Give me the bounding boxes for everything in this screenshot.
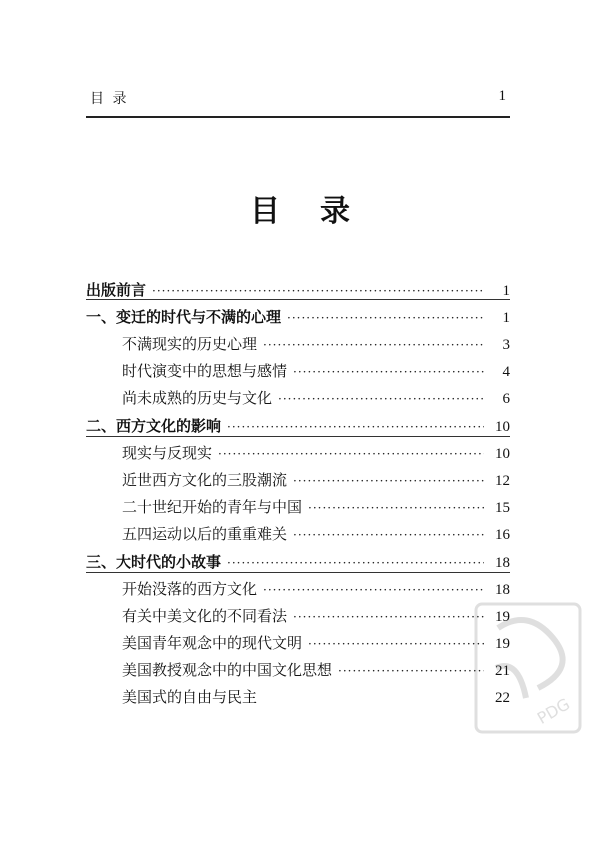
- section-rule: [86, 436, 510, 437]
- toc-entry[interactable]: [86, 551, 510, 573]
- toc-entry[interactable]: [122, 686, 510, 708]
- toc-leader-dots: [263, 579, 484, 601]
- toc-entry-title: 时代演变中的思想与感情: [122, 362, 288, 380]
- page-title: 目录: [250, 194, 390, 229]
- toc-entry-page: 19: [495, 609, 510, 625]
- toc-entry-page: 4: [502, 364, 510, 380]
- stamp-swirl: [498, 620, 563, 688]
- running-header-title: 目 录: [90, 91, 129, 107]
- toc-entry[interactable]: [122, 333, 510, 355]
- header-rule: [86, 116, 510, 118]
- toc-entry[interactable]: [86, 279, 510, 301]
- toc-entry[interactable]: [122, 442, 510, 464]
- toc-leader-dots: [308, 497, 484, 519]
- stamp-stroke: [496, 666, 526, 698]
- toc-entry-title: 美国青年观念中的现代文明: [122, 634, 303, 652]
- toc-entry[interactable]: [122, 605, 510, 627]
- running-header-page-number: 1: [498, 88, 506, 104]
- toc-entry-page: 22: [495, 690, 510, 706]
- toc-entry[interactable]: [122, 632, 510, 654]
- toc-entry-page: 12: [495, 473, 510, 489]
- toc-entry-page: 10: [495, 419, 510, 435]
- toc-entry-title: 不满现实的历史心理: [122, 335, 258, 353]
- toc-entry-page: 6: [502, 391, 510, 407]
- toc-entry-page: 15: [495, 500, 510, 516]
- toc-entry-page: 16: [495, 527, 510, 543]
- toc-entry-title: 三、大时代的小故事: [86, 553, 222, 571]
- toc-leader-dots: [293, 470, 484, 492]
- toc-entry-title: 二十世纪开始的青年与中国: [122, 498, 303, 516]
- toc-entry-title: 出版前言: [86, 281, 147, 299]
- toc-entry[interactable]: [122, 387, 510, 409]
- toc-entry-page: 1: [502, 283, 510, 299]
- toc-entry-title: 一、变迁的时代与不满的心理: [86, 308, 282, 326]
- toc-entry[interactable]: [122, 496, 510, 518]
- toc-leader-dots: [293, 524, 484, 546]
- toc-leader-dots: [287, 307, 484, 329]
- toc-entry[interactable]: [122, 578, 510, 600]
- toc-entry-page: 18: [495, 555, 510, 571]
- toc-entry-page: 21: [495, 663, 510, 679]
- running-header: [86, 88, 506, 110]
- toc-entry[interactable]: [122, 659, 510, 681]
- toc-entry-page: 1: [502, 310, 510, 326]
- toc-entry-page: 3: [502, 337, 510, 353]
- toc-entry[interactable]: [122, 360, 510, 382]
- toc-leader-dots: [218, 443, 484, 465]
- toc-entry-title: 美国式的自由与民主: [122, 688, 258, 706]
- toc-entry-title: 现实与反现实: [122, 444, 213, 462]
- stamp-text: PDG: [533, 694, 574, 728]
- toc-entry[interactable]: [122, 469, 510, 491]
- toc-entry-title: 开始没落的西方文化: [122, 580, 258, 598]
- toc-entry-title: 尚未成熟的历史与文化: [122, 389, 273, 407]
- toc-entry-page: 10: [495, 446, 510, 462]
- toc-entry[interactable]: [86, 306, 510, 328]
- toc-leader-dots: [227, 416, 484, 438]
- toc-leader-dots: [308, 633, 484, 655]
- library-stamp-watermark: [468, 598, 588, 738]
- toc-entry-page: 19: [495, 636, 510, 652]
- section-rule: [86, 299, 510, 300]
- toc-entry[interactable]: [86, 415, 510, 437]
- toc-leader-dots: [263, 334, 484, 356]
- section-rule: [86, 572, 510, 573]
- toc-entry[interactable]: [122, 523, 510, 545]
- toc-leader-dots: [227, 552, 484, 574]
- toc-leader-dots: [293, 606, 484, 628]
- toc-leader-dots: [278, 388, 484, 410]
- toc-entry-title: 美国教授观念中的中国文化思想: [122, 661, 333, 679]
- toc-entry-title: 五四运动以后的重重难关: [122, 525, 288, 543]
- toc-leader-dots: [293, 361, 484, 383]
- toc-leader-dots: [338, 660, 484, 682]
- toc-entry-page: 18: [495, 582, 510, 598]
- toc-entry-title: 近世西方文化的三股潮流: [122, 471, 288, 489]
- toc-entry-title: 有关中美文化的不同看法: [122, 607, 288, 625]
- toc-entry-title: 二、西方文化的影响: [86, 417, 222, 435]
